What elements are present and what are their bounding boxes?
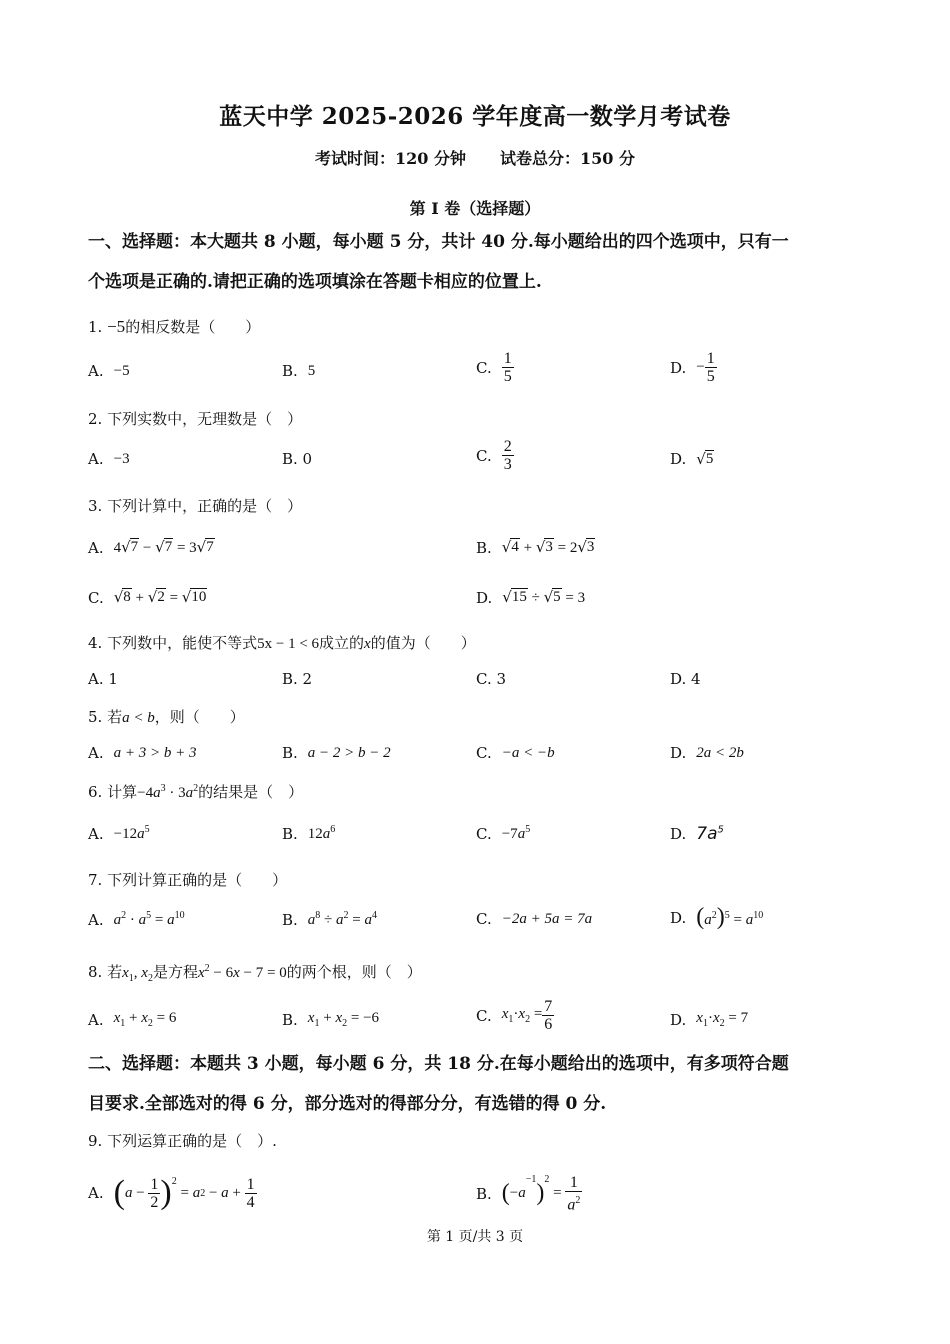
option-value: √ 4 + √ 3 = 2 √ 3 [501, 538, 595, 556]
q3-option-d[interactable] [476, 588, 585, 607]
option-value: $x_1\cdot x_2$ = [501, 1006, 543, 1025]
section-2-line-1: 二、选择题：本题共 3 小题，每小题 6 分，共 18 分.在每小题给出的选项中，有多项符合题 [88, 1054, 789, 1074]
option-label: C. [476, 824, 492, 843]
option-label: B. [282, 362, 298, 380]
option-value: $(a^2)^5 = a^{10}$ [696, 904, 764, 930]
equation: $x^2 - 6x - 7 = 0$ [197, 963, 287, 981]
square-root [696, 450, 714, 468]
section-1-line-1: 一、选择题：本大题共 8 小题，每小题 5 分，共计 40 分.每小题给出的四个选项中，只有一 [88, 232, 789, 252]
radical-sign-icon: √ [696, 450, 706, 468]
minus-sign: − [696, 359, 705, 375]
option-label: B. [282, 744, 298, 762]
option-label: C. [476, 358, 492, 377]
question-number: 4. [88, 634, 103, 652]
option-label: C. [476, 910, 492, 928]
option-label: A. [88, 910, 104, 929]
option-value: $a^2 \cdot a^5 = a^{10}$ [113, 910, 185, 928]
question-8 [88, 961, 422, 984]
question-9 [88, 1130, 277, 1151]
option-label: A. [88, 1010, 104, 1029]
q5-option-b[interactable] [282, 744, 391, 762]
option-value: ( a − $\frac{1}{2}$ ) $^2$ = a 2 − a + $\frac{1}{4}$ [113, 1174, 255, 1211]
question-text: 的相反数是（ ） [125, 318, 261, 336]
option-label: D. [670, 1010, 687, 1029]
question-4 [88, 632, 476, 653]
q6-option-c[interactable] [476, 824, 530, 843]
option-label: A. [88, 824, 104, 843]
q4-option-a[interactable] [88, 670, 118, 688]
question-text: 下列实数中，无理数是（ ） [107, 410, 303, 428]
question-number: 7. [88, 871, 103, 889]
option-label: D. [476, 588, 493, 607]
option-value: $-12a^5$ [113, 824, 150, 842]
variable: x [364, 636, 371, 652]
page-footer: 第 1 页/共 3 页 [426, 1229, 524, 1245]
question-7 [88, 869, 287, 890]
q5-option-d[interactable] [670, 744, 744, 762]
option-label: D. 4 [670, 670, 701, 688]
question-expression: $-4a^3 \cdot 3a^2$ [137, 783, 199, 801]
option-value: −2a + 5a = 7a [501, 910, 593, 927]
option-label: D. [670, 744, 687, 762]
numerator: 1 [503, 350, 512, 367]
exam-info [0, 146, 950, 169]
option-label: B. [282, 824, 298, 843]
question-number: 1. [88, 318, 103, 336]
option-value: 2a < 2b [696, 744, 744, 761]
option-value: a + 3 > b + 3 [113, 744, 197, 761]
option-label: B. [476, 538, 492, 557]
option-value: a − 2 > b − 2 [307, 744, 391, 761]
fraction [542, 998, 554, 1033]
option-label: D. [670, 908, 687, 927]
question-text: 下列数中，能使不等式 [107, 634, 258, 652]
q4-option-b[interactable] [282, 670, 312, 688]
q6-option-b[interactable] [282, 824, 335, 843]
question-text: 计算 [107, 783, 138, 801]
q1-option-c[interactable] [476, 350, 514, 385]
q9-option-b[interactable] [476, 1174, 582, 1213]
exam-total-score: 试卷总分：150 分 [500, 149, 635, 168]
question-number: 5. [88, 708, 103, 726]
q8-option-a[interactable] [88, 1010, 176, 1029]
condition: a < b [122, 710, 155, 726]
q4-option-c[interactable] [476, 670, 506, 688]
q7-option-c[interactable] [476, 910, 592, 928]
question-text: 下列计算正确的是（ ） [107, 871, 288, 889]
question-text: 的结果是（ ） [198, 783, 304, 801]
section-1-line-2: 个选项是正确的.请把正确的选项填涂在答题卡相应的位置上. [88, 272, 542, 292]
option-value: 4 √ 7 − √ 7 = 3 √ 7 [113, 538, 214, 556]
question-3 [88, 495, 302, 516]
option-value: $7a^5$ [696, 824, 724, 844]
question-text: 若 [107, 963, 123, 981]
question-expression: −5 [107, 317, 126, 336]
volume-heading: 第 I 卷（选择题） [409, 199, 541, 218]
option-value: −5 [113, 362, 130, 379]
option-value: −a < −b [501, 744, 555, 761]
option-value: √ 15 ÷ √ 5 = 3 [502, 588, 586, 606]
q2-option-d[interactable] [670, 450, 714, 468]
question-1 [88, 316, 260, 337]
option-label: C. [88, 588, 104, 607]
option-value: √ 8 + √ 2 = √ 10 [113, 588, 207, 606]
inequality: 5x − 1 < 6 [257, 636, 320, 652]
option-label: C. [476, 446, 492, 465]
option-label: B. 0 [282, 450, 313, 468]
question-number: 6. [88, 783, 103, 801]
denominator: 6 [544, 1016, 553, 1033]
option-label: A. [88, 362, 104, 380]
option-label: A. [88, 450, 104, 468]
question-text: 下列计算中，正确的是（ ） [107, 497, 303, 515]
q2-option-c[interactable] [476, 438, 514, 473]
numerator: 2 [503, 438, 512, 455]
q2-option-b[interactable] [282, 450, 312, 468]
q1-option-a[interactable] [88, 362, 130, 380]
section-2-line-2: 目要求.全部选对的得 6 分，部分选对的得部分分，有选错的得 0 分. [88, 1094, 607, 1114]
option-label: D. [670, 358, 687, 377]
option-value: −3 [113, 450, 130, 467]
q7-option-d[interactable] [670, 904, 763, 931]
option-label: A. 1 [88, 670, 118, 688]
q1-option-b[interactable] [282, 362, 315, 380]
question-text: 的值为（ ） [370, 634, 476, 652]
option-value: $x_1 + x_2 = 6$ [113, 1010, 177, 1029]
option-value: $a^8 \div a^2 = a^4$ [307, 910, 377, 928]
q3-option-a[interactable] [88, 538, 215, 557]
q9-option-a[interactable] [88, 1174, 257, 1212]
option-value: $x_1 + x_2 = -6$ [307, 1010, 380, 1029]
q5-option-a[interactable] [88, 744, 196, 762]
q4-option-d[interactable] [670, 670, 701, 688]
option-label: D. [670, 450, 687, 468]
numerator: 1 [706, 350, 715, 367]
option-value: $12a^6$ [307, 824, 336, 842]
q7-option-b[interactable] [282, 910, 377, 929]
question-5 [88, 706, 245, 727]
q3-option-b[interactable] [476, 538, 595, 557]
section-1-instructions [88, 222, 858, 302]
exam-title: 蓝天中学 2025-2026 学年度高一数学月考试卷 [219, 103, 731, 130]
fraction [705, 350, 717, 385]
option-label: A. [88, 744, 104, 762]
option-value: ( − a −1 ) $^2$ = $\frac{1}{a^2}$ [501, 1174, 581, 1214]
option-label: B. [476, 1184, 492, 1203]
question-text: 成立的 [319, 634, 365, 652]
radicand: 5 [705, 451, 714, 467]
q2-option-a[interactable] [88, 450, 130, 468]
option-label: C. 3 [476, 670, 507, 688]
option-label: C. [476, 744, 492, 762]
option-value: $x_1\cdot x_2 = 7$ [696, 1010, 749, 1029]
question-text: ，则（ ） [154, 708, 245, 726]
option-label: C. [476, 1006, 492, 1025]
fraction [502, 350, 514, 385]
q8-option-c[interactable] [476, 998, 554, 1033]
question-text: 的两个根，则（ ） [286, 963, 422, 981]
question-number: 8. [88, 963, 103, 981]
q6-option-a[interactable] [88, 824, 150, 843]
question-text: 下列运算正确的是（ ）. [107, 1132, 277, 1150]
option-value: $-7a^5$ [501, 824, 531, 842]
question-text: 若 [107, 708, 123, 726]
option-label: D. [670, 825, 687, 843]
q8-option-d[interactable] [670, 1010, 748, 1029]
q7-option-a[interactable] [88, 910, 185, 929]
question-number: 2. [88, 410, 103, 428]
exam-time: 考试时间：120 分钟 [315, 149, 466, 168]
denominator: 5 [503, 368, 512, 385]
question-6 [88, 781, 303, 802]
numerator: 7 [544, 998, 553, 1015]
option-label: B. 2 [282, 670, 313, 688]
q3-option-c[interactable] [88, 588, 207, 607]
roots: $x_1$, $x_2$ [122, 965, 153, 984]
option-value: 5 [307, 362, 316, 379]
denominator: 5 [706, 368, 715, 385]
denominator: 3 [503, 456, 512, 473]
option-label: A. [88, 538, 104, 557]
fraction [502, 438, 514, 473]
section-2-instructions [88, 1044, 858, 1124]
option-label: A. [88, 1184, 104, 1202]
q5-option-c[interactable] [476, 744, 555, 762]
q6-option-d[interactable] [670, 824, 724, 844]
option-label: B. [282, 910, 298, 929]
question-2 [88, 408, 302, 429]
option-label: B. [282, 1010, 298, 1029]
q1-option-d[interactable] [670, 350, 717, 385]
q8-option-b[interactable] [282, 1010, 379, 1029]
question-number: 9. [88, 1132, 103, 1150]
question-text: 是方程 [152, 963, 198, 981]
question-number: 3. [88, 497, 103, 515]
